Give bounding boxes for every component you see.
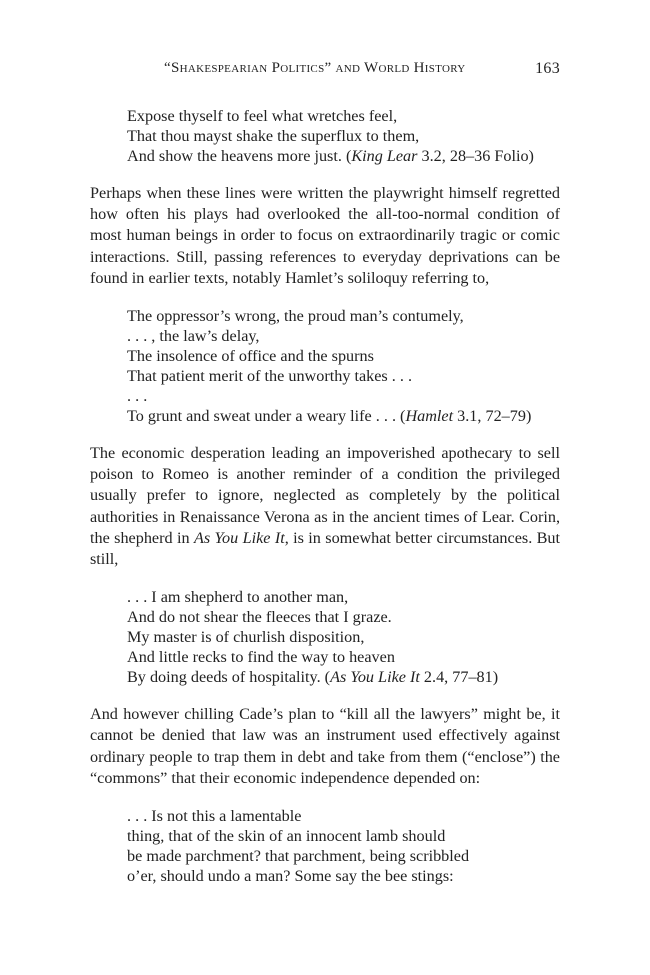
- paragraph-text: , is in somewhat better circumstances. But still,: [90, 528, 561, 569]
- spacer: [90, 426, 560, 443]
- verse-quote-king-lear: [127, 106, 560, 166]
- citation-reference: 3.1, 72–79): [453, 407, 532, 426]
- spacer: [90, 789, 560, 806]
- verse-line: And do not shear the fleeces that I graze.: [127, 608, 392, 627]
- running-title: “Shakespearian Politics” and World History: [164, 60, 466, 76]
- spacer: [90, 570, 560, 587]
- citation-title: Hamlet: [405, 407, 454, 426]
- spacer: [90, 166, 560, 183]
- citation-reference: 2.4, 77–81): [419, 668, 499, 687]
- verse-line: Expose thyself to feel what wretches feel,: [127, 107, 398, 125]
- verse-line-text: And show the heavens more just. (: [127, 147, 352, 165]
- paragraph-text: The economic desperation leading an impoverished apothecary to sell poison to Romeo is another reminder of a condition the privileged usually prefer to ignore, neglected as completely by the political authorities in Renaissance Verona as in the ancient times of Lear. Corin, the shepherd in: [90, 444, 560, 547]
- verse-line: . . . Is not this a lamentable: [127, 807, 302, 826]
- paragraph: And however chilling Cade’s plan to “kill all the lawyers” might be, it cannot be denied that law was an instrument used effectively against ordinary people to trap them in debt and take from them (“enclose”) the “commons” that their economic independence depended on:: [90, 705, 560, 787]
- citation-title: King Lear: [351, 147, 418, 165]
- paragraph: Perhaps when these lines were written the playwright himself regretted how often his plays had overlooked the all-too-normal condition of most human beings in order to focus on extraordinarily tragic or comic interactions. Still, passing references to everyday deprivations can be found in earlier texts, notably Hamlet’s soliloquy referring to,: [90, 184, 560, 287]
- verse-line: be made parchment? that parchment, being scribbled: [127, 847, 470, 866]
- citation-reference: 3.2, 28–36 Folio): [417, 147, 534, 165]
- verse-line: o’er, should undo a man? Some say the bee stings:: [127, 867, 454, 886]
- verse-line: thing, that of the skin of an innocent lamb should: [127, 827, 446, 846]
- verse-quote-as-you-like-it: [127, 587, 560, 687]
- verse-line: And little recks to find the way to heaven: [127, 648, 395, 667]
- verse-line: [127, 667, 560, 687]
- spacer: [90, 289, 560, 306]
- verse-line-text: To grunt and sweat under a weary life . . . (: [127, 407, 406, 426]
- body-text: [90, 106, 560, 886]
- verse-line: . . .: [127, 387, 148, 406]
- spacer: [90, 687, 560, 704]
- paragraph: [90, 443, 560, 570]
- verse-line: . . . , the law’s delay,: [127, 327, 260, 346]
- play-title: As You Like It: [193, 528, 285, 547]
- verse-line: That thou mayst shake the superflux to them,: [127, 127, 420, 145]
- verse-line: My master is of churlish disposition,: [127, 628, 365, 647]
- verse-line: That patient merit of the unworthy takes . . .: [127, 367, 413, 386]
- verse-line: . . . I am shepherd to another man,: [127, 588, 349, 607]
- page-number: 163: [535, 60, 560, 77]
- running-head: [90, 60, 560, 84]
- verse-line-text: By doing deeds of hospitality. (: [127, 668, 331, 687]
- verse-line: [127, 406, 560, 426]
- verse-line: The oppressor’s wrong, the proud man’s contumely,: [127, 307, 464, 326]
- verse-line: [127, 146, 560, 166]
- verse-line: The insolence of office and the spurns: [127, 347, 374, 366]
- citation-title: As You Like It: [330, 668, 420, 687]
- verse-quote-henry-vi: [127, 806, 560, 886]
- verse-quote-hamlet: [127, 306, 560, 426]
